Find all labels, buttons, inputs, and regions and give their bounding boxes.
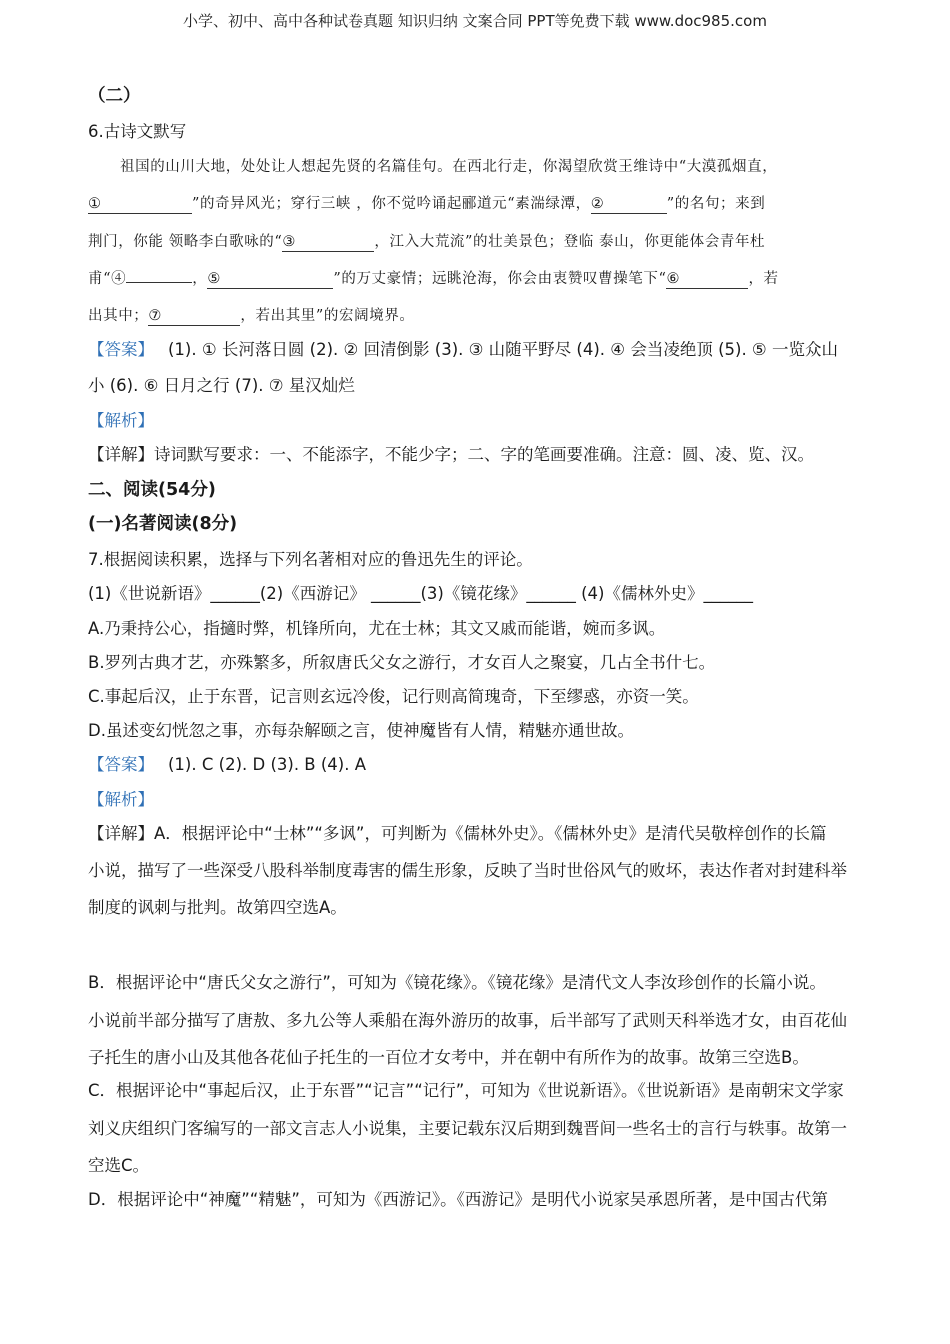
q6-passage-line2 — [88, 193, 765, 215]
q6-text-4a: 甫“④ — [88, 271, 127, 287]
q7-option-c: C.事起后汉，止于东晋，记言则玄远冷俊，记行则高简瑰奇，下至缪惑，亦资一笑。 — [88, 687, 699, 706]
q6-passage-line4 — [88, 268, 779, 290]
q6-text-2d: ”的名句；来到 — [666, 196, 766, 212]
answer-label: 【答案】 — [88, 755, 154, 774]
section-reading-title: 二、阅读(54分) — [88, 480, 216, 500]
q7-detail-b1: B．根据评论中“唐氏父女之游行”，可知为《镜花缘》。《镜花缘》是清代文人李汝珍创作的长篇小说。 — [88, 973, 826, 992]
blank-1: ① — [88, 195, 192, 214]
q6-text-4f: ，若 — [748, 271, 779, 287]
q7-option-b: B.罗列古典才艺，亦殊繁多，所叙唐氏父女之游行，才女百人之聚宴，几占全书什七。 — [88, 653, 716, 672]
q6-text-4b: ， — [192, 271, 208, 287]
q6-passage-line3 — [88, 231, 765, 253]
q7-analysis-label: 【解析】 — [88, 790, 154, 809]
q7-answer-text: (1). C (2). D (3). B (4). A — [168, 755, 367, 774]
q6-detail: 【详解】诗词默写要求：一、不能添字，不能少字；二、字的笔画要准确。注意：圆、凌、览、汉。 — [88, 445, 814, 464]
q7-detail-a3: 制度的讽刺与批判。故第四空选A。 — [88, 898, 347, 917]
q6-answer-line2: 小 (6). ⑥ 日月之行 (7). ⑦ 星汉灿烂 — [88, 376, 355, 395]
blank-3: ③ — [282, 233, 374, 252]
q7-detail-c3: 空选C。 — [88, 1156, 150, 1175]
q7-detail-c2: 刘义庆组织门客编写的一部文言志人小说集，主要记载东汉后期到魏晋间一些名士的言行与轶事。故第一 — [88, 1119, 847, 1138]
q6-text-4d: ”的万丈豪情；远眺沧海，你会由衷赞叹曹操笔下“ — [333, 271, 667, 287]
q7-detail-d1: D．根据评论中“神魔”“精魅”，可知为《西游记》。《西游记》是明代小说家吴承恩所著，是中国古代第 — [88, 1190, 828, 1209]
q6-passage-line5 — [88, 305, 415, 327]
q7-answer — [88, 754, 366, 776]
q6-analysis-label: 【解析】 — [88, 411, 154, 430]
q7-detail-a2: 小说，描写了一些深受八股科举制度毒害的儒生形象，反映了当时世俗风气的败坏，表达作者对封建科举 — [88, 861, 847, 880]
q6-text-5c: ，若出其里”的宏阔境界。 — [240, 308, 415, 324]
page-header: 小学、初中、高中各种试卷真题 知识归纳 文案合同 PPT等免费下载 www.doc985.com — [183, 12, 767, 30]
q6-answer-line1 — [88, 339, 838, 361]
blank-5: ⑤ — [207, 270, 333, 289]
q6-text-5a: 出其中； — [88, 308, 149, 324]
q6-text-3c: ，江入大荒流”的壮美景色；登临 泰山，你更能体会青年杜 — [374, 234, 766, 250]
q7-detail-b2: 小说前半部分描写了唐敖、多九公等人乘船在海外游历的故事，后半部写了武则天科举选才女，由百花仙 — [88, 1011, 847, 1030]
q6-text-2b: ”的奇异风光；穿行三峡 ，你不觉吟诵起郦道元“素湍绿潭， — [192, 196, 591, 212]
q6-answer-text: (1). ① 长河落日圆 (2). ② 回清倒影 (3). ③ 山随平野尽 (4). ④ 会当凌绝顶 (5). ⑤ 一览众山 — [168, 340, 838, 359]
q7-title: 7.根据阅读积累，选择与下列名著相对应的鲁迅先生的评论。 — [88, 550, 533, 569]
q6-text-3a: 荆门，你能 领略李白歌咏的“ — [88, 234, 283, 250]
q7-detail-c1: C．根据评论中“事起后汉，止于东晋”“记言”“记行”，可知为《世说新语》。《世说新语》是南朝宋文学家 — [88, 1081, 844, 1100]
q7-blanks: (1)《世说新语》______(2)《西游记》 ______(3)《镜花缘》______ (4)《儒林外史》______ — [88, 584, 753, 603]
blank-7: ⑦ — [148, 307, 240, 326]
q7-detail-a1: 【详解】A．根据评论中“士林”“多讽”，可判断为《儒林外史》。《儒林外史》是清代吴敬梓创作的长篇 — [88, 824, 827, 843]
section-part2-label: （二） — [88, 86, 141, 106]
section-classics-reading-title: (一)名著阅读(8分) — [88, 514, 238, 534]
blank-2: ② — [591, 195, 667, 214]
q7-detail-b3: 子托生的唐小山及其他各花仙子托生的一百位才女考中，并在朝中有所作为的故事。故第三空选B。 — [88, 1048, 809, 1067]
q7-option-d: D.虽述变幻恍忽之事，亦每杂解颐之言，使神魔皆有人情，精魅亦通世故。 — [88, 721, 634, 740]
q6-passage-line1: 祖国的山川大地，处处让人想起先贤的名篇佳句。在西北行走，你渴望欣赏王维诗中“大漠孤烟直， — [120, 159, 778, 175]
q7-option-a: A.乃秉持公心，指擿时弊，机锋所向，尤在士林；其文又戚而能谐，婉而多讽。 — [88, 619, 666, 638]
q6-title: 6.古诗文默写 — [88, 122, 187, 141]
blank-4 — [126, 282, 192, 283]
answer-label: 【答案】 — [88, 340, 154, 359]
blank-6: ⑥ — [666, 270, 748, 289]
